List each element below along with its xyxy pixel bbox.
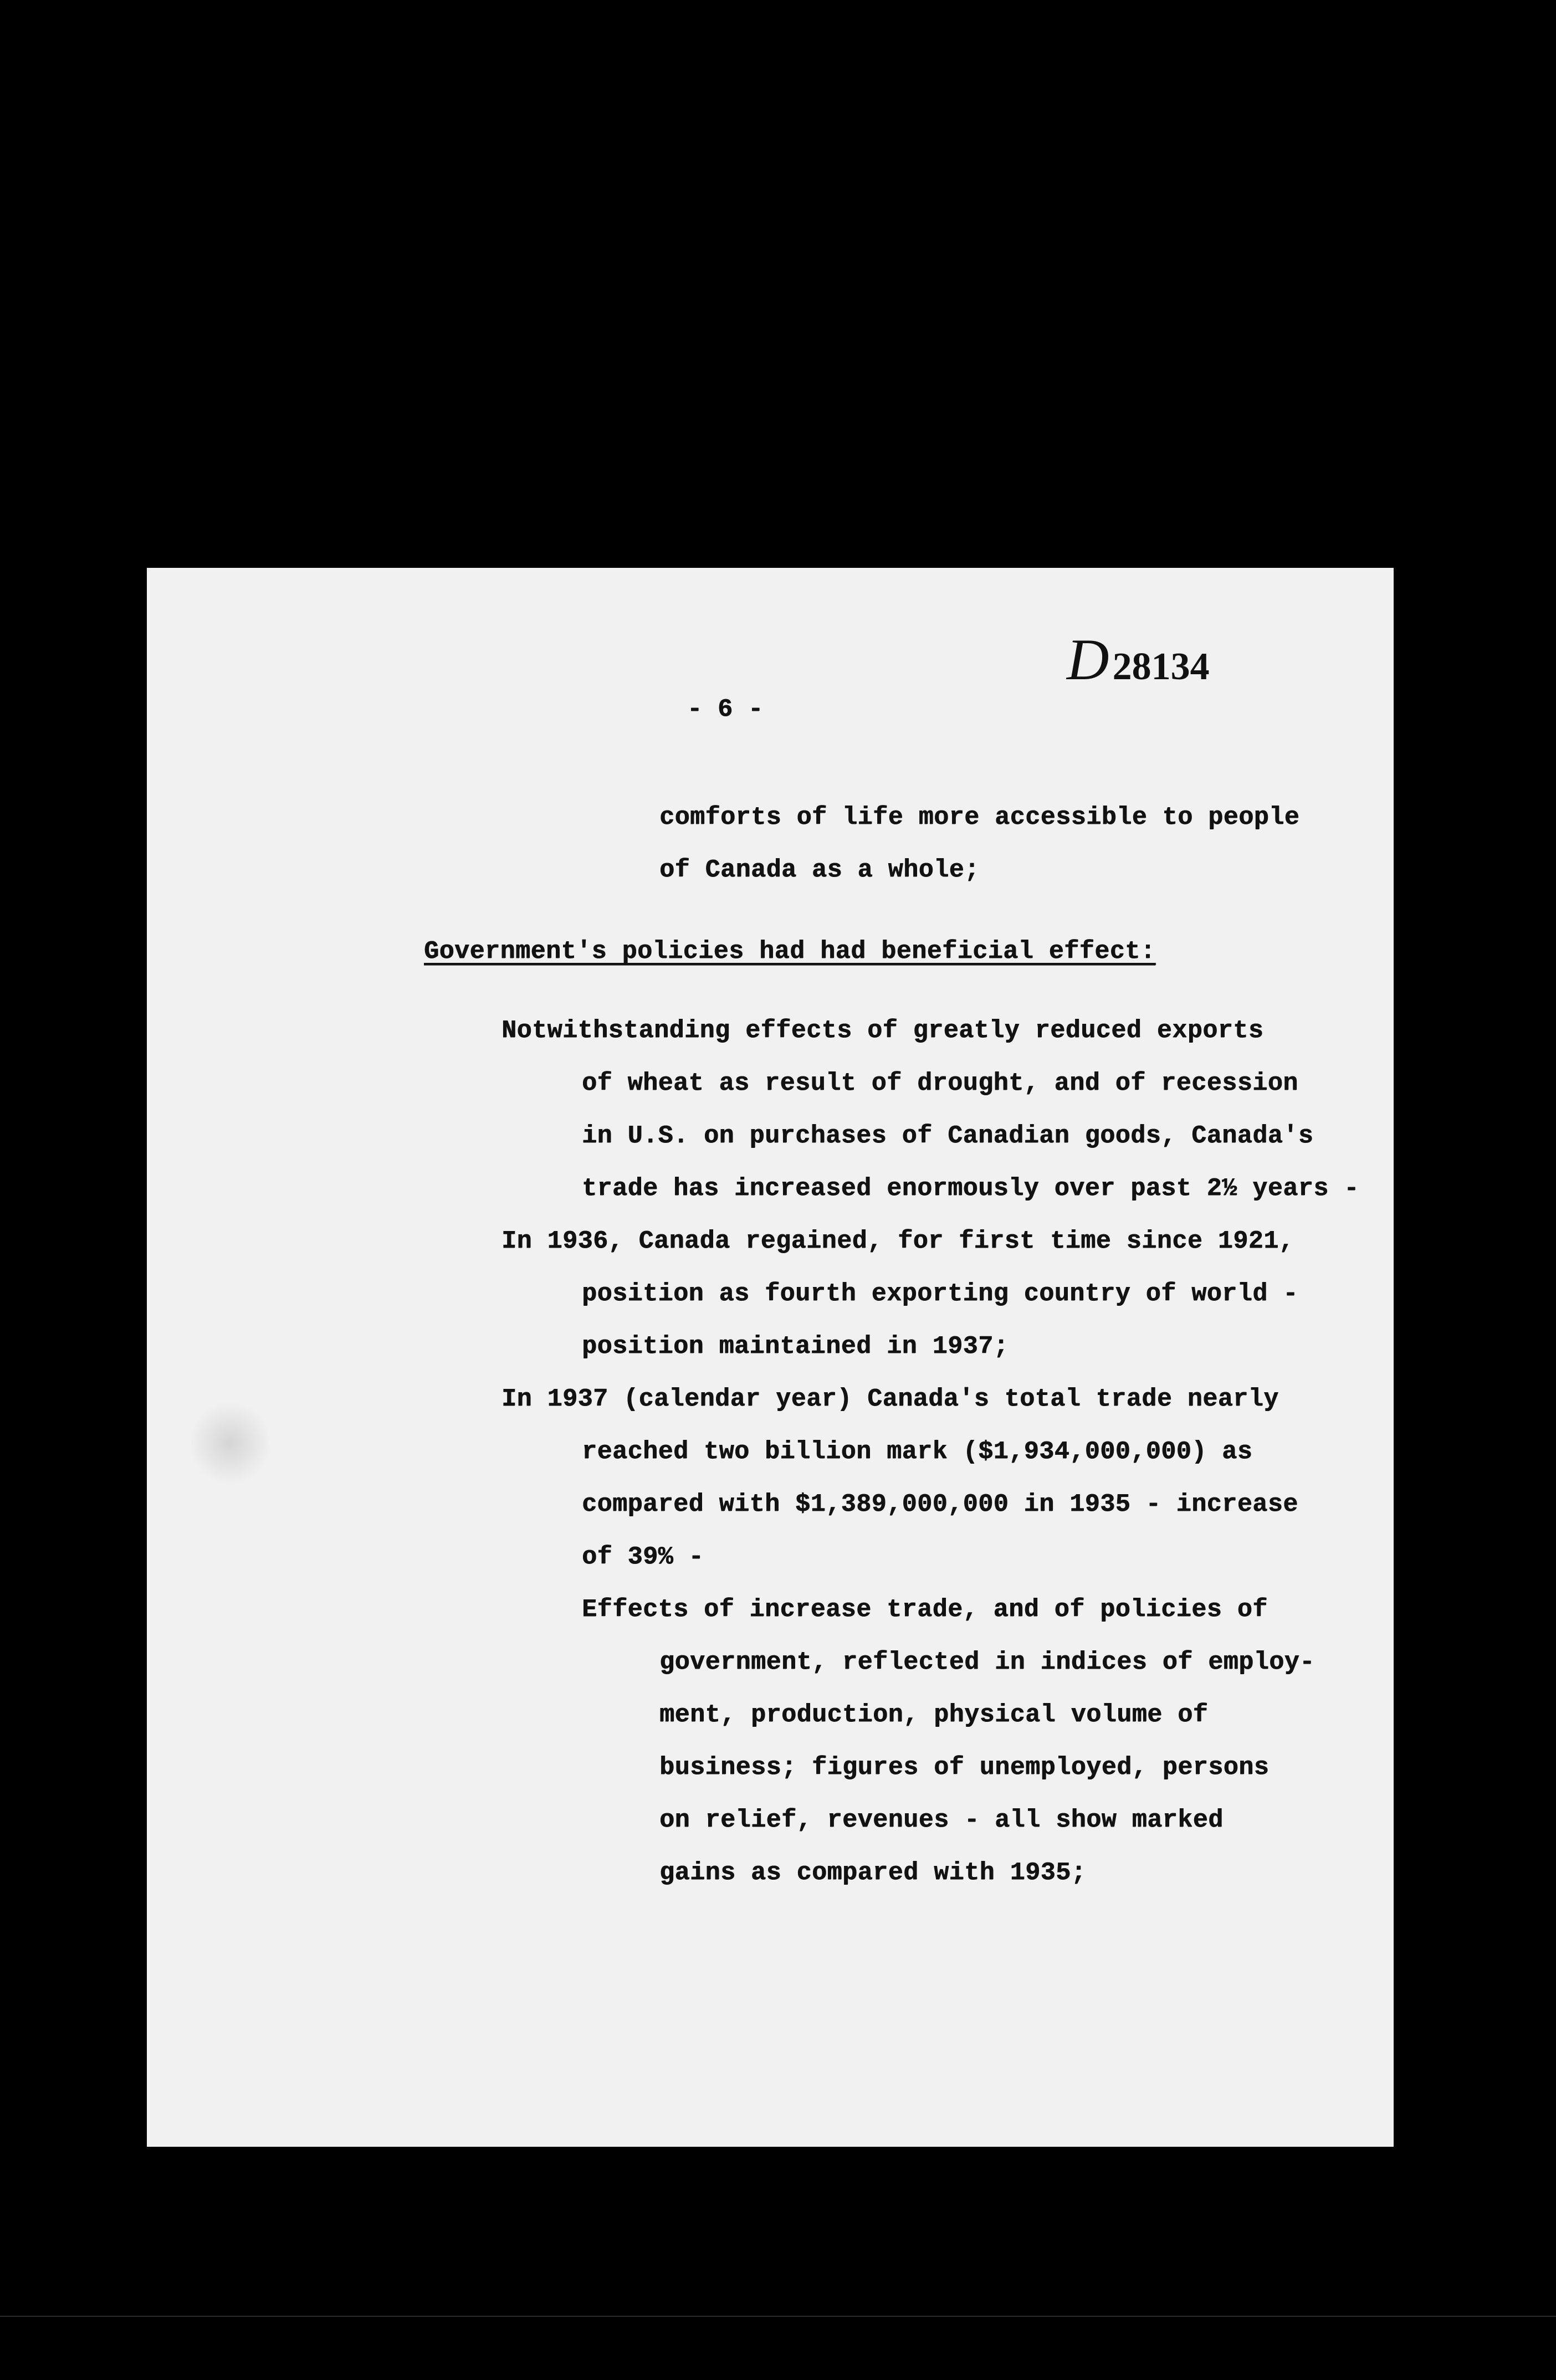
- document-number-prefix: D: [1067, 627, 1110, 692]
- text-line: position maintained in 1937;: [582, 1332, 1009, 1361]
- text-line: comforts of life more accessible to people: [659, 803, 1300, 832]
- text-line: Effects of increase trade, and of policies of: [582, 1596, 1268, 1624]
- text-line: In 1937 (calendar year) Canada's total trade nearly: [501, 1385, 1279, 1413]
- text-line: on relief, revenues - all show marked: [659, 1806, 1224, 1834]
- text-line: position as fourth exporting country of world -: [582, 1280, 1298, 1308]
- text-line: Notwithstanding effects of greatly reduced exports: [501, 1017, 1264, 1045]
- text-line: trade has increased enormously over past 2½ years -: [582, 1174, 1359, 1203]
- text-line: of Canada as a whole;: [659, 856, 980, 884]
- text-line: gains as compared with 1935;: [659, 1859, 1087, 1887]
- page-number: - 6 -: [687, 695, 764, 724]
- text-line: in U.S. on purchases of Canadian goods, Canada's: [582, 1122, 1314, 1150]
- document-number: [1067, 626, 1210, 694]
- text-line: compared with $1,389,000,000 in 1935 - increase: [582, 1490, 1298, 1519]
- film-edge-divider: [0, 2316, 1556, 2317]
- document-number-value: 28134: [1112, 645, 1210, 688]
- text-line: In 1936, Canada regained, for first time since 1921,: [501, 1227, 1294, 1255]
- text-line: of wheat as result of drought, and of recession: [582, 1069, 1298, 1097]
- text-line: of 39% -: [582, 1543, 704, 1571]
- section-heading: Government's policies had had beneficial effect:: [424, 937, 1156, 966]
- text-line: ment, production, physical volume of: [659, 1701, 1209, 1729]
- text-line: business; figures of unemployed, persons: [659, 1753, 1270, 1782]
- text-line: reached two billion mark ($1,934,000,000) as: [582, 1438, 1253, 1466]
- text-line: government, reflected in indices of employ-: [659, 1648, 1315, 1676]
